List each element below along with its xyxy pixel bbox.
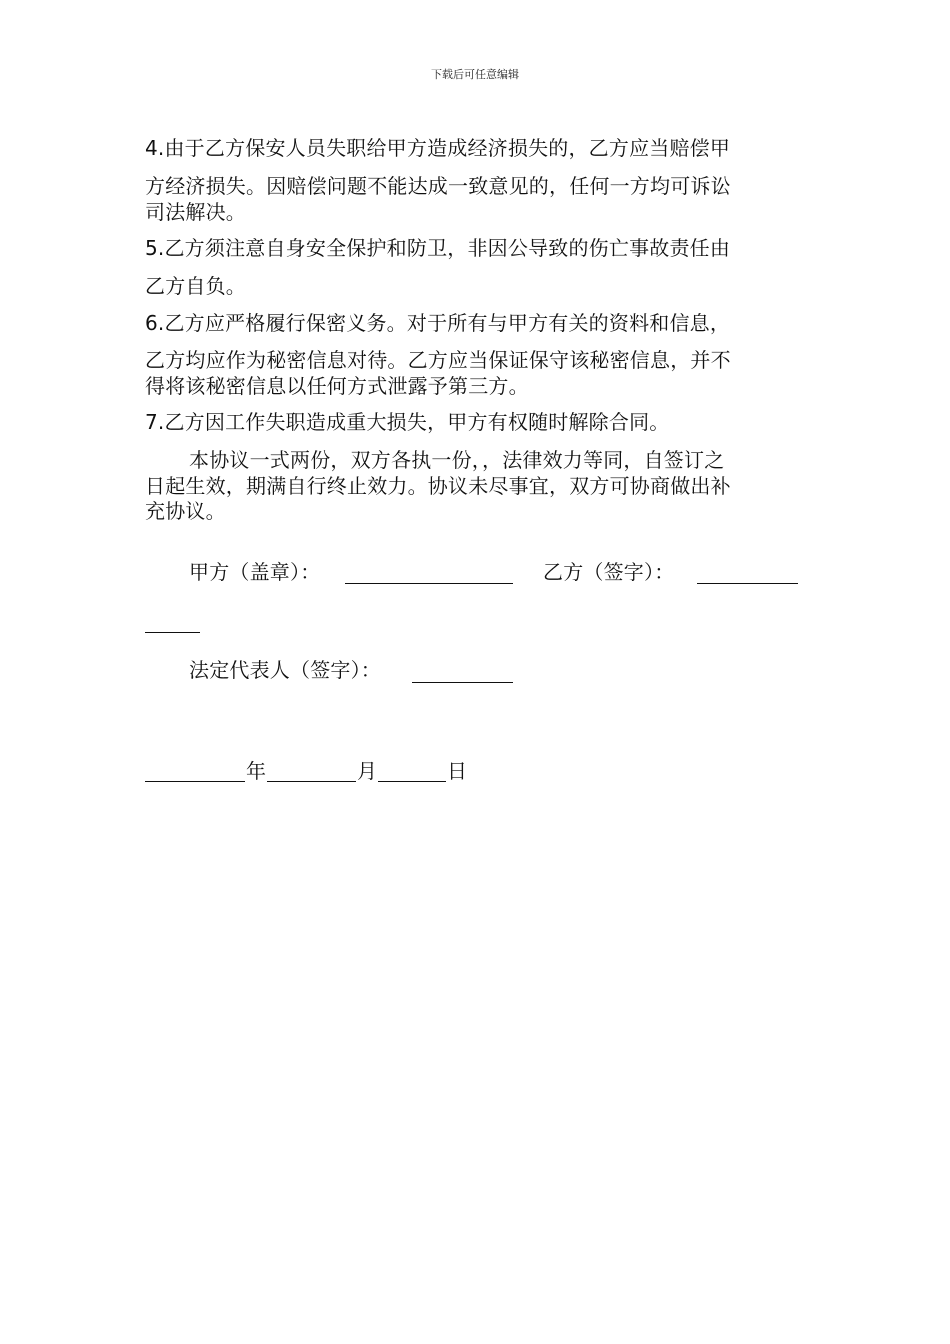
agreement-line-3: 充协议。 — [145, 499, 226, 523]
clause-5-line-1: 5.乙方须注意自身安全保护和防卫，非因公导致的伤亡事故责任由 — [145, 236, 731, 260]
month-label: 月 — [357, 759, 378, 783]
clause-6-line-1: 6.乙方应严格履行保密义务。对于所有与甲方有关的资料和信息， — [145, 311, 731, 335]
clause-6-line-3: 得将该秘密信息以任何方式泄露予第三方。 — [145, 374, 529, 398]
year-blank-line — [145, 781, 245, 782]
clause-4-line-1: 4.由于乙方保安人员失职给甲方造成经济损失的，乙方应当赔偿甲 — [145, 136, 731, 160]
clause-4-line-2: 方经济损失。因赔偿问题不能达成一致意见的，任何一方均可诉讼 — [145, 174, 731, 198]
agreement-line-2: 日起生效，期满自行终止效力。协议未尽事宜，双方可协商做出补 — [145, 474, 731, 498]
day-label: 日 — [447, 759, 468, 783]
agreement-line-1: 本协议一式两份，双方各执一份，，法律效力等同，自签订之 — [189, 448, 725, 472]
legal-rep-label: 法定代表人（签字）： — [189, 658, 381, 682]
party-b-label: 乙方（签字）： — [543, 560, 675, 584]
year-label: 年 — [246, 759, 267, 783]
clause-4-line-3: 司法解决。 — [145, 200, 246, 224]
party-b-signature-line — [697, 583, 798, 584]
clause-6-line-2: 乙方均应作为秘密信息对待。乙方应当保证保守该秘密信息，并不 — [145, 348, 731, 372]
page-header-note: 下载后可任意编辑 — [431, 68, 519, 81]
clause-5-line-2: 乙方自负。 — [145, 274, 246, 298]
party-a-label: 甲方（盖章）： — [189, 560, 321, 584]
legal-rep-signature-line — [412, 682, 513, 683]
party-a-signature-line — [345, 583, 513, 584]
clause-7-line-1: 7.乙方因工作失职造成重大损失，甲方有权随时解除合同。 — [145, 410, 670, 434]
day-blank-line — [378, 781, 446, 782]
month-blank-line — [267, 781, 356, 782]
party-b-signature-line-continued — [145, 632, 200, 633]
